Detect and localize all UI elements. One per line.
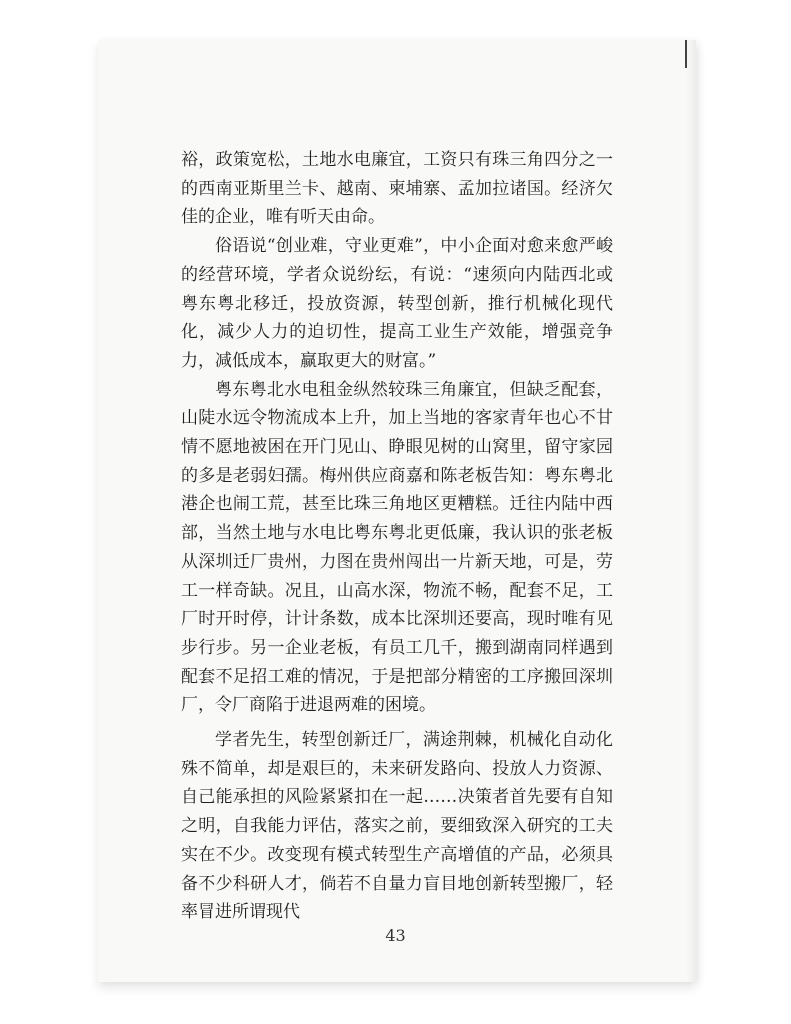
paragraph-1: 裕，政策宽松，土地水电廉宜，工资只有珠三角四分之一的西南亚斯里兰卡、越南、柬埔寨、孟加拉诸国。经济欠佳的企业，唯有听天由命。 [181,150,613,228]
page-number: 43 [385,926,406,945]
page-edge-mark [685,40,687,68]
body-text [181,146,613,927]
paragraph-4: 学者先生，转型创新迁厂，满途荆棘，机械化自动化殊不简单，却是艰巨的，未来研发路向、投放人力资源、自己能承担的风险紧紧扣在一起……决策者首先要有自知之明，自我能力评估，落实之前，要细致深入研究的工夫实在不少。改变现有模式转型生产高增值的产品，必须具备不少科研人才，倘若不自量力盲目地创新转型搬厂，轻率冒进所谓现代 [181,730,613,923]
paragraph-3: 粤东粤北水电租金纵然较珠三角廉宜，但缺乏配套，山陡水远令物流成本上升，加上当地的客家青年也心不甘情不愿地被困在开门见山、睁眼见树的山窝里，留守家园的多是老弱妇孺。梅州供应商嘉和陈老板告知：粤东粤北港企也闹工荒，甚至比珠三角地区更糟糕。迁往内陆中西部，当然土地与水电比粤东粤北更低廉，我认识的张老板从深圳迁厂贵州，力图在贵州闯出一片新天地，可是，劳工一样奇缺。况且，山高水深，物流不畅，配套不足，工厂时开时停，计计条数，成本比深圳还要高，现时唯有见步行步。另一企业老板，有员工几千，搬到湖南同样遇到配套不足招工难的情况，于是把部分精密的工序搬回深圳厂，令厂商陷于进退两难的困境。 [181,379,613,716]
paragraph-2: 俗语说“创业难，守业更难”，中小企面对愈来愈严峻的经营环境，学者众说纷纭，有说：“速须向内陆西北或粤东粤北移迁，投放资源，转型创新，推行机械化现代化，减少人力的迫切性，提高工业生产效能，增强竞争力，减低成本，赢取更大的财富。” [181,236,613,371]
